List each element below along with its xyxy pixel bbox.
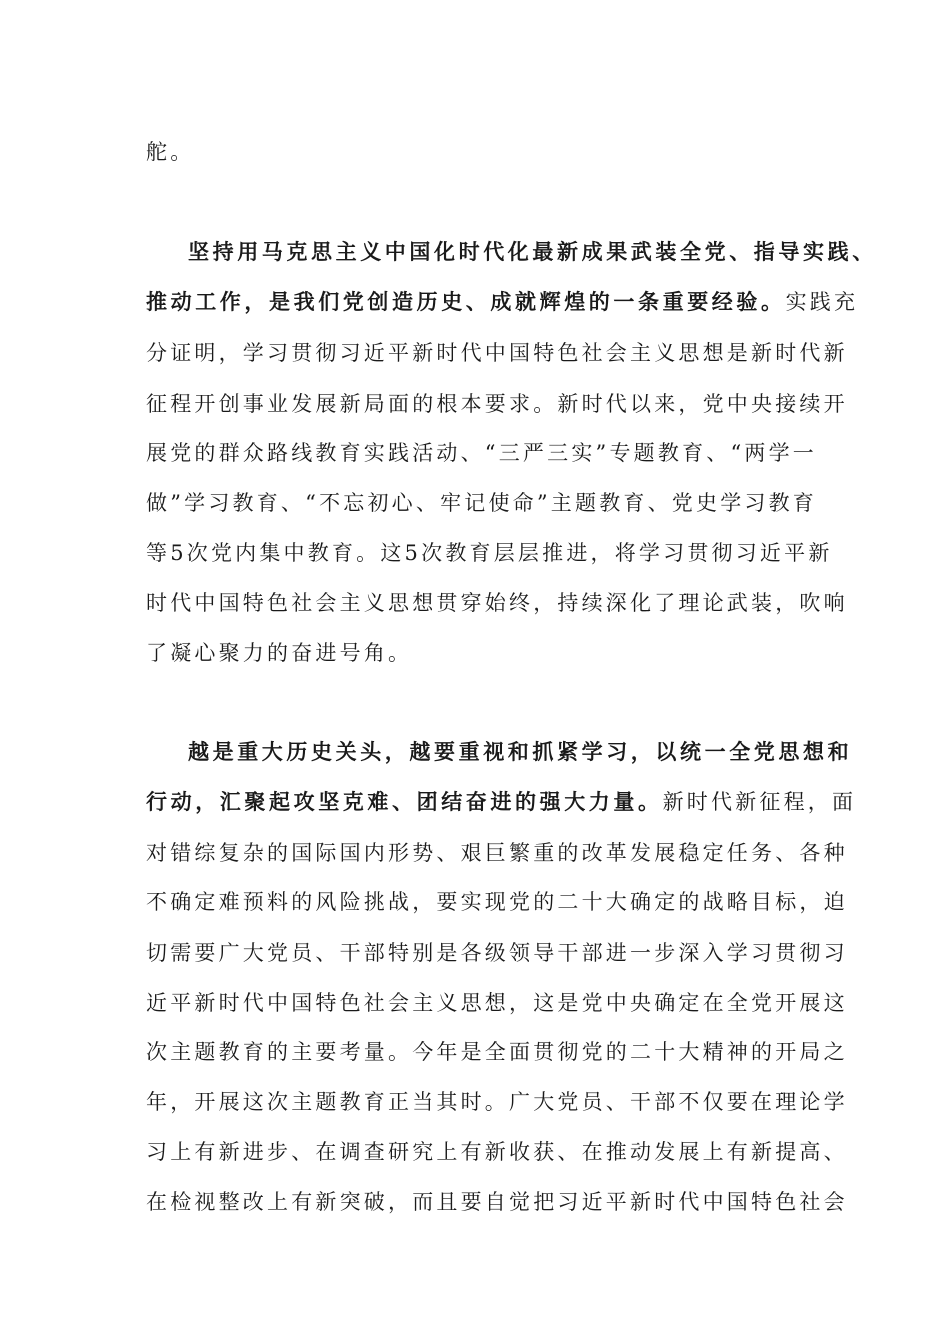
paragraph-2-line-9: 习上有新进步、在调查研究上有新收获、在推动发展上有新提高、 <box>146 1140 848 1164</box>
top-fragment: 舵。 <box>146 140 195 164</box>
paragraph-2-line-8: 年，开展这次主题教育正当其时。广大党员、干部不仅要在理论学 <box>146 1090 848 1114</box>
paragraph-1-line-6: 做”学习教育、“不忘初心、牢记使命”主题教育、党史学习教育 <box>146 491 818 515</box>
paragraph-2-line-6: 近平新时代中国特色社会主义思想，这是党中央确定在全党开展这 <box>146 991 848 1015</box>
paragraph-1-line-5: 展党的群众路线教育实践活动、“三严三实”专题教育、“两学一 <box>146 441 818 465</box>
paragraph-1-bold-line-2: 推动工作，是我们党创造历史、成就辉煌的一条重要经验。 <box>146 289 786 314</box>
paragraph-2-line-4: 不确定难预料的风险挑战，要实现党的二十大确定的战略目标，迫 <box>146 890 848 914</box>
paragraph-2-line-3: 对错综复杂的国际国内形势、艰巨繁重的改革发展稳定任务、各种 <box>146 841 848 865</box>
paragraph-2-bold-line-1: 越是重大历史关头，越要重视和抓紧学习，以统一全党思想和 <box>188 739 853 764</box>
paragraph-1-line-9: 了凝心聚力的奋进号角。 <box>146 641 413 665</box>
paragraph-1-line-7: 等5次党内集中教育。这5次教育层层推进，将学习贯彻习近平新 <box>146 541 833 565</box>
paragraph-2-line-2-rest: 新时代新征程，面 <box>662 790 857 814</box>
paragraph-1-line-4: 征程开创事业发展新局面的根本要求。新时代以来，党中央接续开 <box>146 392 848 416</box>
paragraph-2-bold-line-2: 行动，汇聚起攻坚克难、团结奋进的强大力量。 <box>146 789 663 814</box>
paragraph-1-line-3: 分证明，学习贯彻习近平新时代中国特色社会主义思想是新时代新 <box>146 341 848 365</box>
paragraph-1-line-8: 时代中国特色社会主义思想贯穿始终，持续深化了理论武装，吹响 <box>146 591 848 615</box>
paragraph-2-line-5: 切需要广大党员、干部特别是各级领导干部进一步深入学习贯彻习 <box>146 941 848 965</box>
paragraph-2-line-10: 在检视整改上有新突破，而且要自觉把习近平新时代中国特色社会 <box>146 1190 848 1214</box>
paragraph-2-line-7: 次主题教育的主要考量。今年是全面贯彻党的二十大精神的开局之 <box>146 1040 848 1064</box>
paragraph-1-line-2 <box>146 287 859 317</box>
paragraph-1-line-2-rest: 实践充 <box>785 290 859 314</box>
paragraph-2-line-2 <box>146 787 857 817</box>
paragraph-1-bold-line-1: 坚持用马克思主义中国化时代化最新成果武装全党、指导实践、 <box>188 239 877 264</box>
